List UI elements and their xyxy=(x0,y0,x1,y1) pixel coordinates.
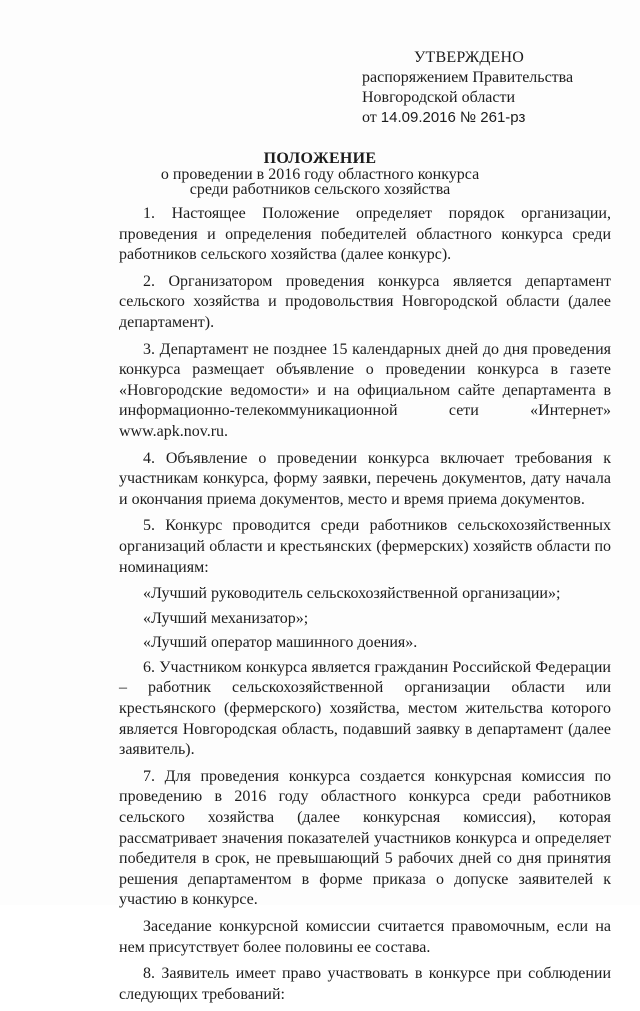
document-body xyxy=(119,204,611,1011)
paragraph-8: 8. Заявитель имеет право участвовать в конкурсе при соблюдении следующих требований: xyxy=(119,965,611,1003)
approval-line-2: Новгородской области xyxy=(362,89,516,106)
paragraph-1: 1. Настоящее Положение определяет порядок организации, проведения и определения победителей областного конкурса среди работников сельского хозяйства (далее конкурс). xyxy=(119,205,611,264)
approval-date xyxy=(362,108,622,128)
paragraph-7: 7. Для проведения конкурса создается конкурсная комиссия по проведению в 2016 году областного конкурса среди работников сельского хозяйства (далее конкурсная комиссия), которая рассматривает значения показателей участников конкурса и определяет победителя в срок, не превышающий 5 рабочих дней со дня принятия решения департаментом в форме приказа о допуске заявителей к участию в конкурсе. xyxy=(119,767,611,909)
approval-stamp xyxy=(362,48,622,128)
approval-date-prefix: от xyxy=(362,109,381,126)
document-subtitle: о проведении в 2016 году областного конкурса среди работников сельского хозяйства xyxy=(160,166,480,198)
nomination-item: «Лучший оператор машинного доения». xyxy=(143,634,418,652)
approval-date-value: 14.09.2016 № 261-рз xyxy=(380,109,526,126)
nomination-item: «Лучший руководитель сельскохозяйственной организации»; xyxy=(143,585,561,603)
paragraph-4: 4. Объявление о проведении конкурса включает требования к участникам конкурса, форму заявки, перечень документов, дату начала и окончания приема документов, место и время приема документов. xyxy=(119,449,611,508)
approval-line-1: распоряжением Правительства xyxy=(362,69,574,86)
paragraph-6: 6. Участником конкурса является гражданин Российской Федерации – работник сельскохозяйственной организации области или крестьянского (фермерского) хозяйства, местом жительства которого является Новгородская область, подавший заявку в департамент (далее заявитель). xyxy=(119,658,611,759)
approval-title: УТВЕРЖДЕНО xyxy=(414,49,525,66)
paragraph-3: 3. Департамент не позднее 15 календарных дней до дня проведения конкурса размещает объявление о проведении конкурса в газете «Новгородские ведомости» и на официальном сайте департамента в информационно-телекоммуникационной сети «Интернет» www.apk.nov.ru. xyxy=(119,340,611,440)
nomination-item: «Лучший механизатор»; xyxy=(143,609,309,627)
paragraph-quorum: Заседание конкурсной комиссии считается правомочным, если на нем присутствует более половины ее состава. xyxy=(119,918,611,956)
paragraph-2: 2. Организатором проведения конкурса является департамент сельского хозяйства и продовольствия Новгородской области (далее департамент). xyxy=(119,272,611,331)
paragraph-5: 5. Конкурс проводится среди работников сельскохозяйственных организаций области и крестьянских (фермерских) хозяйств области по номинациям: xyxy=(119,517,611,576)
document-title: ПОЛОЖЕНИЕ xyxy=(263,150,377,167)
